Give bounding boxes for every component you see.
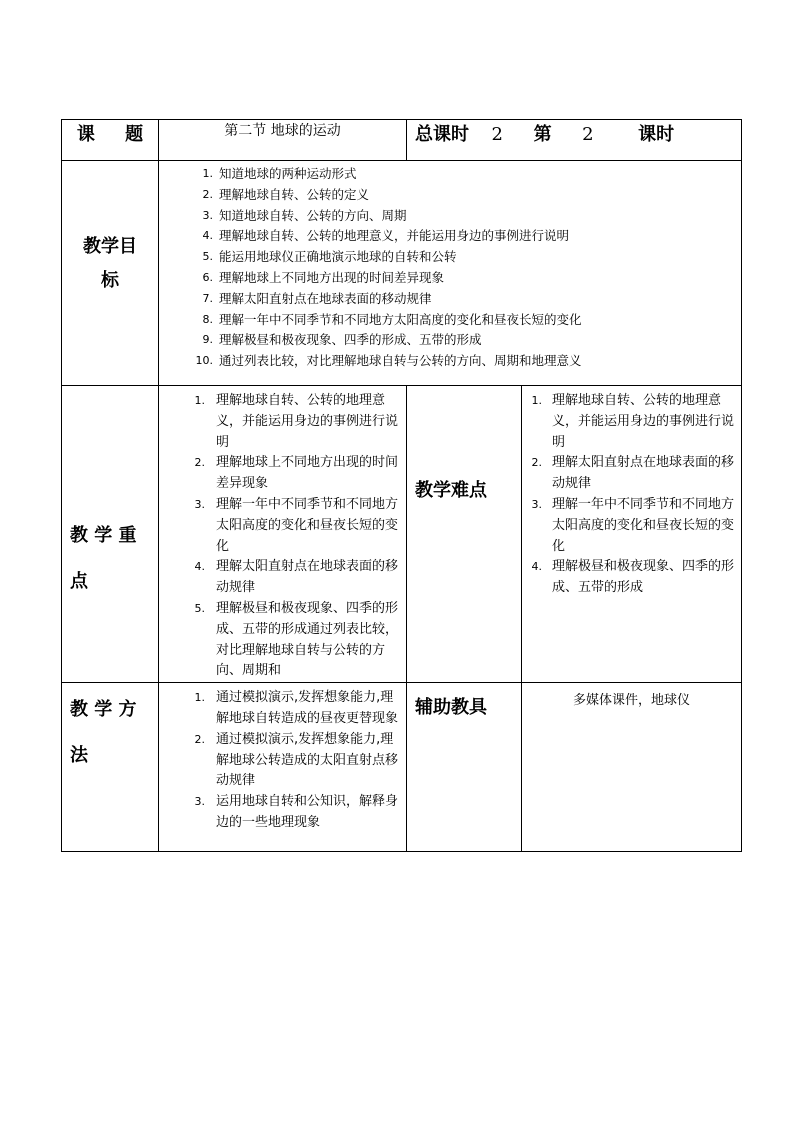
total-hours-label: 总课时 [415, 124, 469, 145]
list-item: 3. 运用地球自转和公知识，解释身边的一些地理现象 [194, 794, 399, 830]
methods-cell [159, 683, 407, 852]
list-item: 6. 理解地球上不同地方出现的时间差异现象 [202, 269, 445, 285]
total-hours-value: 2 [491, 124, 503, 145]
lesson-unit-label: 课时 [638, 124, 675, 145]
topic-title: 第二节 地球的运动 [159, 120, 407, 161]
list-item: 5. 理解极昼和极夜现象、四季的形成、五带的形成通过列表比较，对比理解地球自转与公转的方向、周期和 [194, 600, 399, 679]
lesson-plan-table [61, 119, 742, 852]
aids-text: 多媒体课件，地球仪 [572, 693, 690, 709]
key-points-label [62, 386, 159, 683]
list-item: 1. 理解地球自转、公转的地理意义，并能运用身边的事例进行说明 [531, 393, 735, 450]
total-hours [407, 120, 742, 161]
list-item: 7. 理解太阳直射点在地球表面的移动规律 [202, 290, 432, 306]
list-item: 1. 知道地球的两种运动形式 [202, 166, 357, 181]
methods-row [62, 683, 742, 852]
list-item: 5. 能运用地球仪正确地演示地球的自转和公转 [202, 249, 457, 265]
aids-label: 辅助教具 [407, 683, 522, 852]
list-item: 2. 通过模拟演示,发挥想象能力,理解地球公转造成的太阳直射点移动规律 [194, 731, 399, 789]
list-item: 4. 理解太阳直射点在地球表面的移动规律 [194, 559, 399, 596]
list-item: 2. 理解太阳直射点在地球表面的移动规律 [531, 455, 735, 492]
list-item: 1. 通过模拟演示,发挥想象能力,理解地球自转造成的昼夜更替现象 [194, 690, 399, 726]
list-item: 2. 理解地球上不同地方出现的时间差异现象 [194, 455, 399, 492]
goals-label-line2: 标 [101, 270, 119, 291]
list-item: 3. 知道地球自转、公转的方向、周期 [202, 207, 407, 223]
key-points-cell [159, 386, 407, 683]
goals-cell [159, 161, 742, 386]
aids-cell [522, 683, 742, 852]
difficulties-cell [522, 386, 742, 683]
list-item: 2. 理解地球自转、公转的定义 [202, 186, 370, 202]
list-item: 4. 理解地球自转、公转的地理意义，并能运用身边的事例进行说明 [202, 228, 570, 244]
methods-label-line2: 法 [70, 745, 88, 767]
list-item: 10. 通过列表比较，对比理解地球自转与公转的方向、周期和地理意义 [195, 353, 582, 369]
key-points-list [159, 391, 406, 682]
topic-label: 课 题 [62, 120, 159, 161]
list-item: 3. 理解一年中不同季节和不同地方太阳高度的变化和昼夜长短的变化 [531, 496, 735, 554]
lesson-seq-value: 2 [582, 124, 594, 145]
list-item: 8. 理解一年中不同季节和不同地方太阳高度的变化和昼夜长短的变化 [202, 311, 582, 327]
key-points-row [62, 386, 742, 683]
methods-list [159, 688, 406, 834]
list-item: 1. 理解地球自转、公转的地理意义，并能运用身边的事例进行说明 [194, 393, 399, 450]
methods-label [62, 683, 159, 852]
key-points-label-line1: 教 学 重 [70, 525, 137, 547]
header-row [62, 120, 742, 161]
lesson-seq-label: 第 [533, 124, 552, 145]
goals-list [159, 164, 741, 372]
goals-label-line1: 教学目 [83, 236, 137, 257]
key-points-label-line2: 点 [70, 571, 88, 593]
goals-row [62, 161, 742, 386]
goals-label [62, 161, 159, 386]
list-item: 4. 理解极昼和极夜现象、四季的形成、五带的形成 [531, 559, 735, 596]
difficulties-list [522, 391, 741, 599]
methods-label-line1: 教 学 方 [70, 699, 137, 721]
difficulties-label: 教学难点 [407, 386, 522, 683]
list-item: 3. 理解一年中不同季节和不同地方太阳高度的变化和昼夜长短的变化 [194, 496, 399, 554]
list-item: 9. 理解极昼和极夜现象、四季的形成、五带的形成 [202, 332, 482, 348]
